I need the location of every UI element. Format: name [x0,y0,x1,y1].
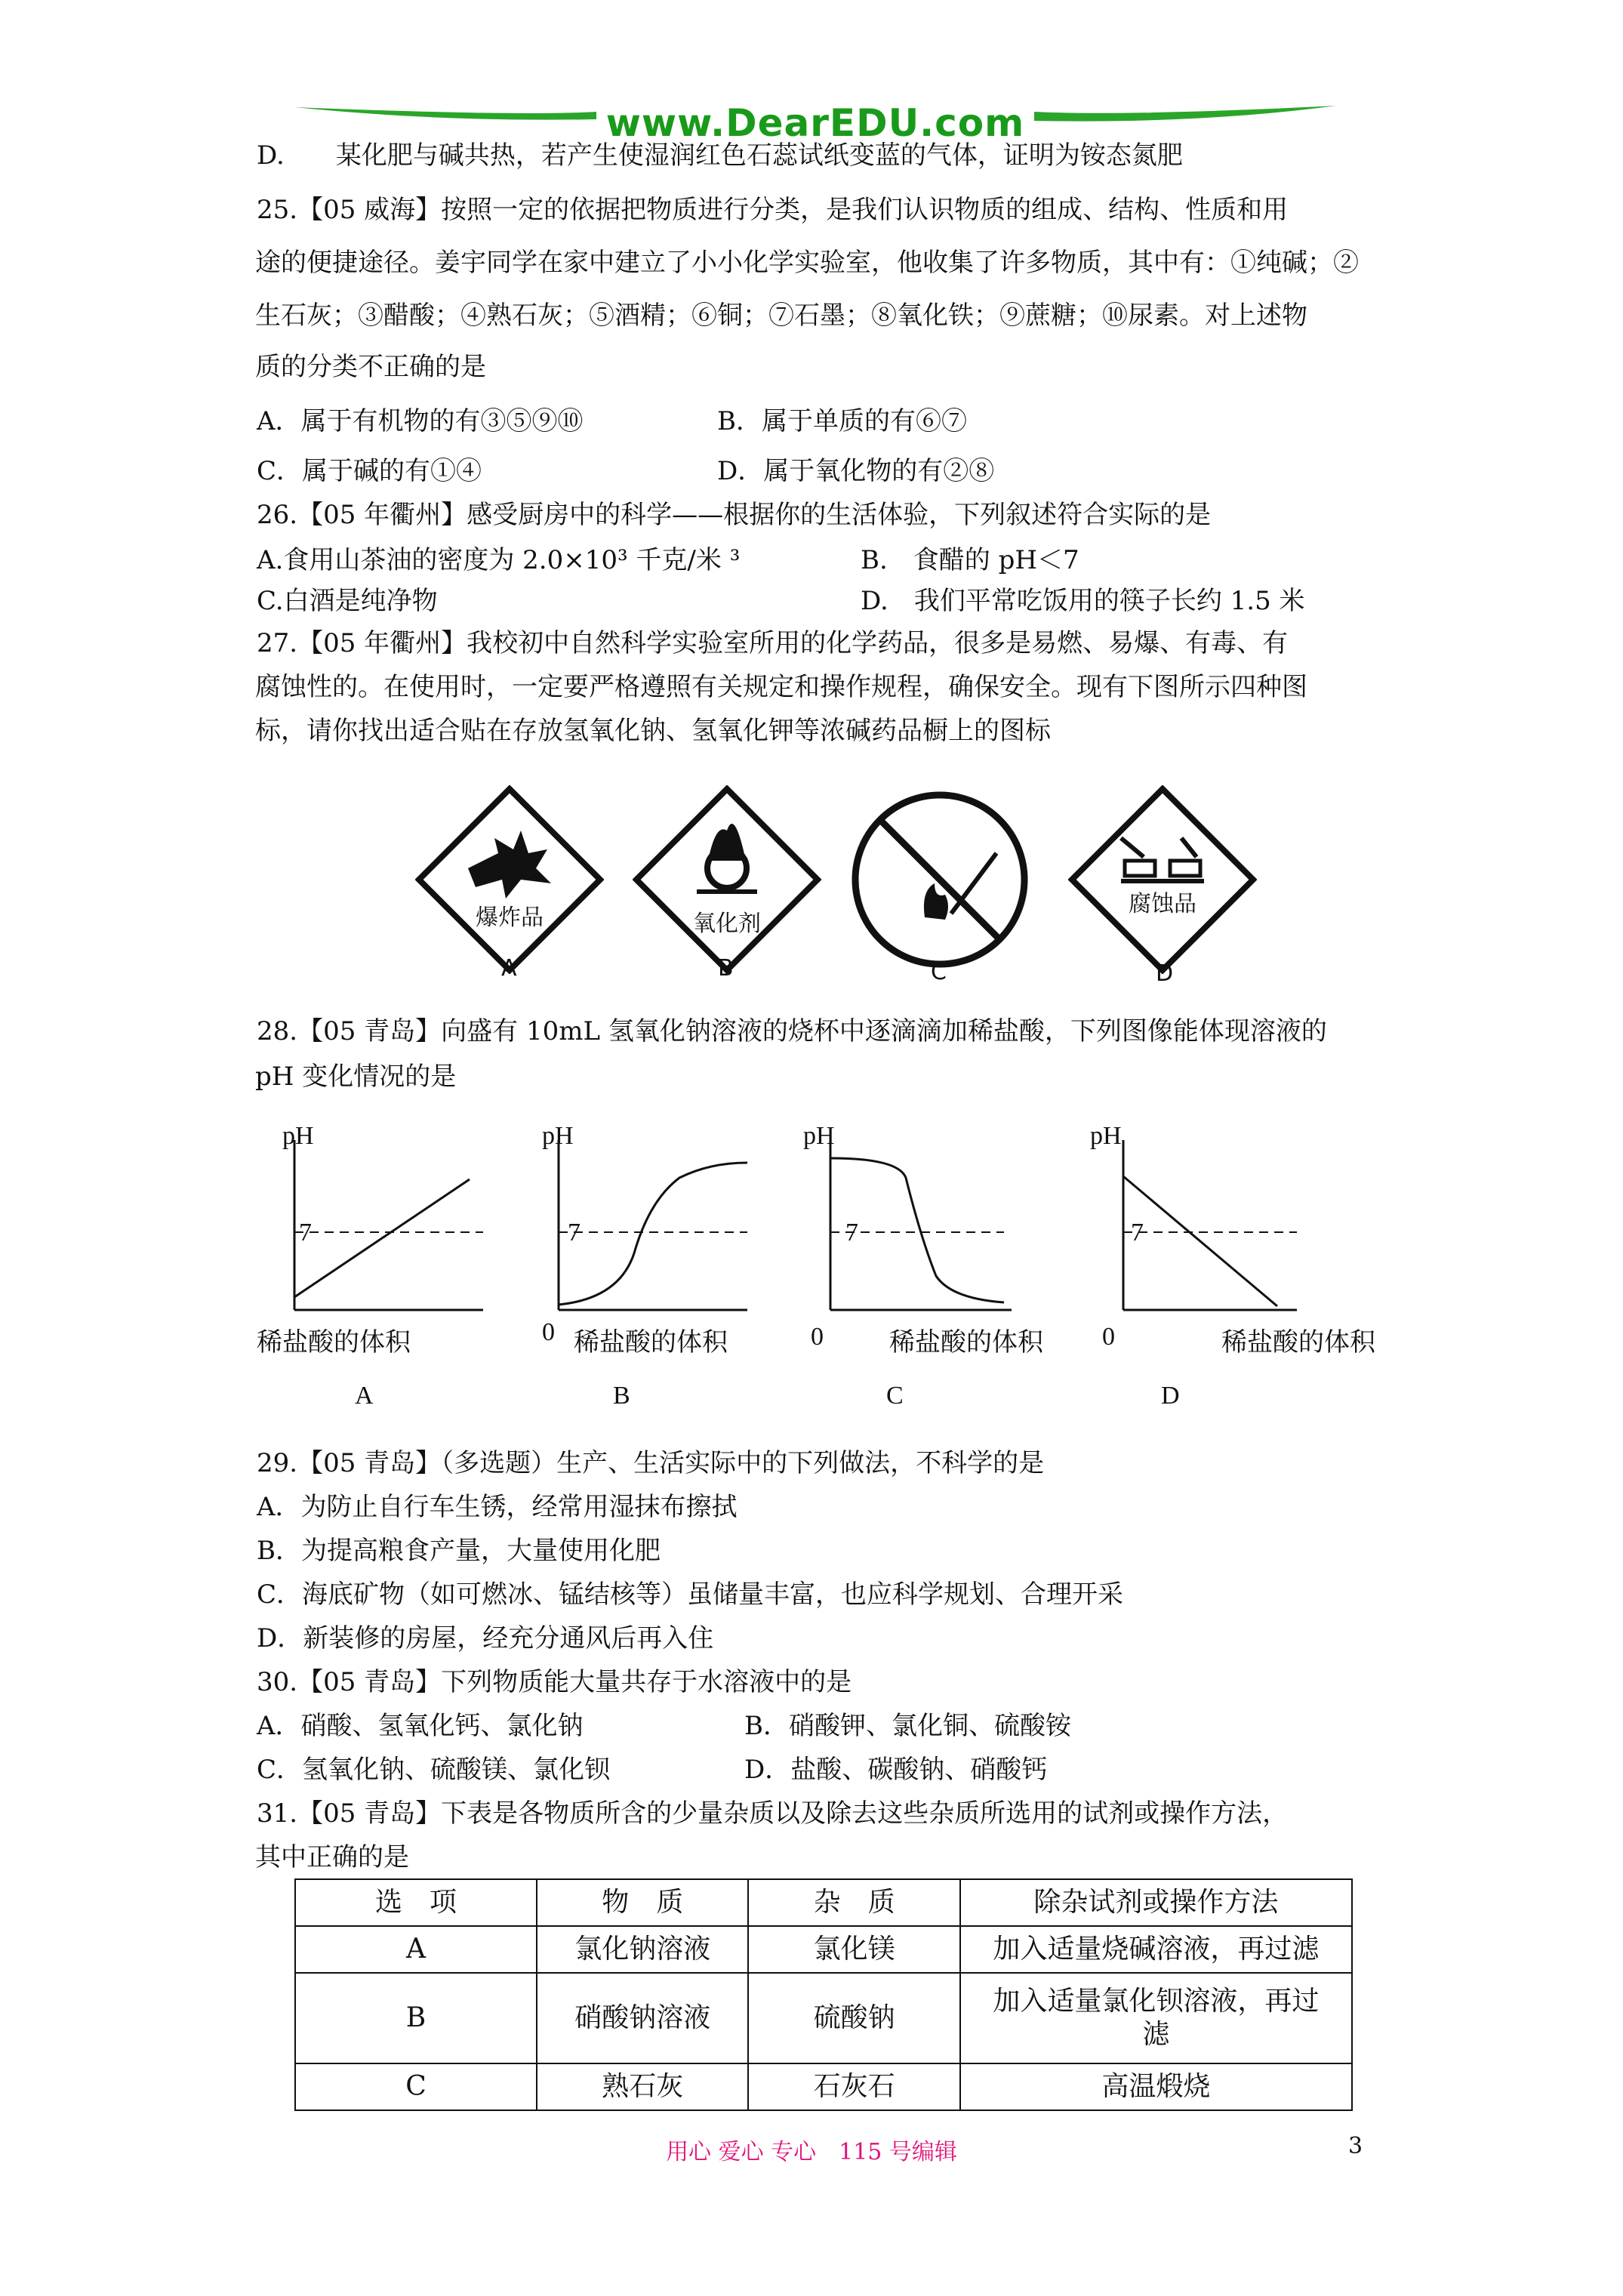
q26-option-d: D. 我们平常吃饭用的筷子长约 1.5 米 [861,586,1305,616]
header-substance: 物 质 [537,1879,748,1926]
table-cell: B [295,1973,537,2063]
q26-stem: 26.【05 年衢州】感受厨房中的科学——根据你的生活体验，下列叙述符合实际的是 [257,500,1212,530]
impurity-table [294,1878,1353,2111]
icon-d-label: 腐蚀品 [1129,891,1196,917]
q30-option-b: B．硝酸钾、氯化铜、硫酸铵 [744,1711,1071,1741]
icon-a-label: 爆炸品 [476,905,544,931]
icon-option-d[interactable] [1068,785,1257,974]
table-cell: 氯化钠溶液 [537,1926,748,1973]
no-fire-icon [845,785,1034,974]
table-cell: 硝酸钠溶液 [537,1973,748,2063]
q30-option-a: A．硝酸、氢氧化钙、氯化钠 [257,1711,584,1741]
ph-graph-d [1093,1117,1320,1329]
table-cell: 加入适量烧碱溶液，再过滤 [960,1926,1352,1973]
q29-option-b: B．为提高粮食产量，大量使用化肥 [257,1536,661,1566]
q25-line-4: 质的分类不正确的是 [255,352,486,382]
icon-b-letter: B [718,955,734,982]
table-cell: 石灰石 [748,2063,959,2110]
q31-line-2: 其中正确的是 [255,1842,409,1872]
q25-option-b: B．属于单质的有⑥⑦ [717,406,967,436]
q25-option-c: C．属于碱的有①④ [257,456,482,486]
icon-option-b[interactable] [633,785,821,974]
graph-c-xlabel: 稀盐酸的体积 [889,1329,1043,1357]
q28-line-2: pH 变化情况的是 [255,1062,457,1092]
q26-option-c: C.白酒是纯净物 [257,586,438,616]
graph-a-xlabel: 稀盐酸的体积 [257,1329,411,1357]
table-row [295,2063,1352,2110]
table-cell: 熟石灰 [537,2063,748,2110]
graph-b-tick: 7 [568,1219,581,1247]
oxidizer-icon [633,785,821,974]
graph-c-ylabel: pH [803,1122,835,1150]
graph-d-ylabel: pH [1090,1122,1122,1150]
graph-c-letter: C [886,1382,904,1410]
q27-line-1: 27.【05 年衢州】我校初中自然科学实验室所用的化学药品，很多是易燃、易爆、有毒、有 [257,628,1289,658]
q31-line-1: 31.【05 青岛】下表是各物质所含的少量杂质以及除去这些杂质所选用的试剂或操作方法， [257,1798,1289,1829]
header-impurity: 杂 质 [748,1879,959,1926]
q25-option-a: A．属于有机物的有③⑤⑨⑩ [257,406,584,436]
q26-option-a: A.食用山茶油的密度为 2.0×10³ 千克/米 ³ [257,545,741,575]
q30-option-d: D．盐酸、碳酸钠、硝酸钙 [744,1755,1048,1785]
q25-line-2: 途的便捷途径。姜宇同学在家中建立了小小化学实验室，他收集了许多物质，其中有：①纯碱；② [255,248,1359,278]
q27-line-2: 腐蚀性的。在使用时，一定要严格遵照有关规定和操作规程，确保安全。现有下图所示四种图 [255,672,1307,702]
icon-option-a[interactable] [415,785,604,974]
graph-b-ylabel: pH [542,1122,574,1150]
graph-b-xlabel: 稀盐酸的体积 [574,1329,728,1357]
q26-option-b: B. 食醋的 pH＜7 [861,545,1079,575]
table-row [295,1973,1352,2063]
table-cell: 加入适量氯化钡溶液，再过滤 [960,1973,1352,2063]
table-cell: 高温煅烧 [960,2063,1352,2110]
q25-option-d: D．属于氧化物的有②⑧ [717,456,995,486]
icon-b-label: 氧化剂 [693,911,761,937]
q30-option-c: C．氢氧化钠、硫酸镁、氯化钡 [257,1755,611,1785]
q29-stem: 29.【05 青岛】（多选题）生产、生活实际中的下列做法，不科学的是 [257,1448,1045,1478]
header-method: 除杂试剂或操作方法 [960,1879,1352,1926]
graph-a-tick: 7 [299,1219,312,1247]
q25-line-1: 25.【05 威海】按照一定的依据把物质进行分类，是我们认识物质的组成、结构、性质和用 [257,195,1289,225]
q29-option-d: D．新装修的房屋，经充分通风后再入住 [257,1623,714,1653]
table-header-row [295,1879,1352,1926]
corrosive-icon [1068,785,1257,974]
icon-d-letter: D [1156,960,1174,987]
graph-a-letter: A [355,1382,374,1410]
icon-a-letter: A [501,955,517,982]
q27-line-3: 标，请你找出适合贴在存放氢氧化钠、氢氧化钾等浓碱药品橱上的图标 [255,716,1051,746]
graph-c-tick: 7 [845,1219,858,1247]
table-cell: 硫酸钠 [748,1973,959,2063]
header-option: 选 项 [295,1879,537,1926]
page-number: 3 [1348,2133,1363,2159]
q30-stem: 30.【05 青岛】下列物质能大量共存于水溶液中的是 [257,1667,852,1697]
q29-option-a: A．为防止自行车生锈，经常用湿抹布擦拭 [257,1492,738,1522]
icon-c-letter: C [931,959,947,985]
graph-d-origin: 0 [1102,1323,1115,1351]
icon-option-c[interactable] [845,785,1034,974]
table-cell: A [295,1926,537,1973]
q25-line-3: 生石灰；③醋酸；④熟石灰；⑤酒精；⑥铜；⑦石墨；⑧氧化铁；⑨蔗糖；⑩尿素。对上述物 [255,300,1307,331]
graph-c-origin: 0 [811,1323,824,1351]
graph-d-letter: D [1161,1382,1180,1410]
table-cell: 氯化镁 [748,1926,959,1973]
explosive-icon [415,785,604,974]
table-cell: C [295,2063,537,2110]
graph-b-letter: B [613,1382,630,1410]
graph-a-ylabel: pH [282,1122,314,1150]
table-row [295,1926,1352,1973]
graph-d-xlabel: 稀盐酸的体积 [1221,1329,1375,1357]
site-url[interactable]: www.DearEDU.com [605,101,1025,145]
graph-b-origin: 0 [542,1318,555,1346]
page-footer: 用心 爱心 专心 115 号编辑 [666,2139,957,2165]
graph-d-tick: 7 [1131,1219,1144,1247]
q24-option-d: D. 某化肥与碱共热，若产生使湿润红色石蕊试纸变蓝的气体，证明为铵态氮肥 [257,140,1183,171]
q28-line-1: 28.【05 青岛】向盛有 10mL 氢氧化钠溶液的烧杯中逐滴滴加稀盐酸，下列图像能体现溶液的 [257,1016,1327,1046]
q29-option-c: C．海底矿物（如可燃冰、锰结核等）虽储量丰富，也应科学规划、合理开采 [257,1579,1124,1610]
